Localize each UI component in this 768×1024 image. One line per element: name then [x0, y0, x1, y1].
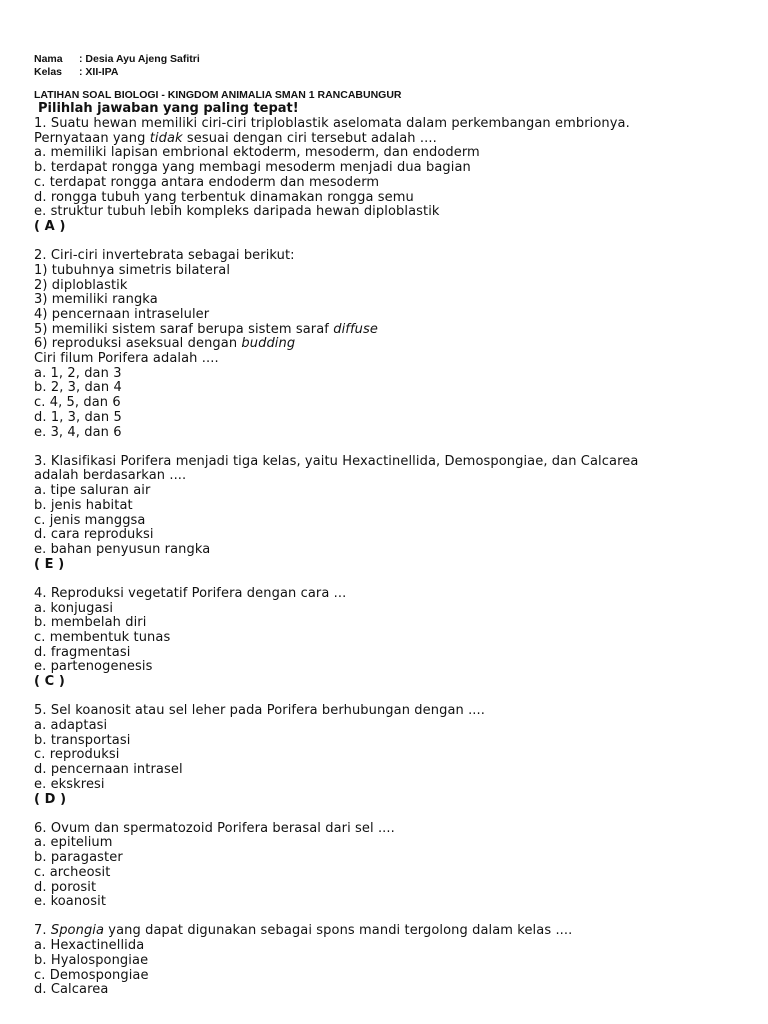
- question-5: [34, 704, 754, 807]
- class-value: : XII-IPA: [79, 66, 119, 78]
- text-segment: Pernyataan yang: [34, 130, 150, 146]
- option: d. rongga tubuh yang terbentuk dinamakan rongga semu: [34, 189, 414, 205]
- option: c. reproduksi: [34, 747, 120, 763]
- option: d. 1, 3, dan 5: [34, 409, 122, 425]
- question-text: 2. Ciri-ciri invertebrata sebagai berikut:: [34, 248, 295, 264]
- class-label: Kelas: [34, 66, 63, 78]
- class-row: [34, 66, 200, 79]
- question-3: [34, 455, 754, 573]
- text-segment: 5) memiliki sistem saraf berupa sistem saraf: [34, 321, 334, 337]
- question-6: [34, 822, 754, 910]
- option: b. membelah diri: [34, 615, 147, 631]
- question-text: adalah berdasarkan ....: [34, 468, 187, 484]
- question-text: [34, 924, 754, 939]
- name-label: Nama: [34, 53, 63, 65]
- option: a. adaptasi: [34, 718, 108, 734]
- worksheet-title: LATIHAN SOAL BIOLOGI - KINGDOM ANIMALIA SMAN 1 RANCABUNGUR: [34, 89, 402, 101]
- option: a. epitelium: [34, 835, 113, 851]
- answer-key: ( D ): [34, 791, 67, 807]
- question-7: [34, 924, 754, 998]
- question-4: [34, 587, 754, 690]
- option: b. transportasi: [34, 732, 131, 748]
- text-segment: 7.: [34, 923, 51, 939]
- option: b. Hyalospongiae: [34, 952, 149, 968]
- student-header: [34, 53, 200, 79]
- option: c. terdapat rongga antara endoderm dan mesoderm: [34, 174, 380, 190]
- statement-item: [34, 323, 754, 338]
- option: e. partenogenesis: [34, 659, 153, 675]
- question-text: 5. Sel koanosit atau sel leher pada Porifera berhubungan dengan ....: [34, 703, 486, 719]
- question-1: [34, 117, 754, 235]
- option: e. ekskresi: [34, 776, 105, 792]
- name-value: : Desia Ayu Ajeng Safitri: [79, 53, 200, 65]
- option: c. 4, 5, dan 6: [34, 395, 121, 411]
- text-segment: sesuai dengan ciri tersebut adalah ....: [182, 130, 437, 146]
- question-text: 1. Suatu hewan memiliki ciri-ciri triploblastik aselomata dalam perkembangan embrionya.: [34, 116, 630, 131]
- option: a. tipe saluran air: [34, 483, 151, 499]
- option: d. cara reproduksi: [34, 527, 154, 543]
- option: a. 1, 2, dan 3: [34, 365, 122, 381]
- question-text: 4. Reproduksi vegetatif Porifera dengan cara ...: [34, 585, 347, 601]
- option: d. fragmentasi: [34, 644, 131, 660]
- option: c. archeosit: [34, 864, 111, 880]
- name-row: [34, 53, 200, 66]
- question-text: Ciri filum Porifera adalah ....: [34, 351, 219, 367]
- option: c. membentuk tunas: [34, 630, 171, 645]
- option: a. memiliki lapisan embrional ektoderm, mesoderm, dan endoderm: [34, 145, 480, 161]
- option: b. jenis habitat: [34, 497, 133, 513]
- option: a. konjugasi: [34, 600, 114, 616]
- answer-key: ( C ): [34, 674, 65, 690]
- option: a. Hexactinellida: [34, 938, 145, 954]
- question-text: 6. Ovum dan spermatozoid Porifera berasal dari sel ....: [34, 820, 395, 836]
- statement-item: 1) tubuhnya simetris bilateral: [34, 262, 231, 278]
- option: b. 2, 3, dan 4: [34, 380, 122, 396]
- option: e. struktur tubuh lebih kompleks daripada hewan diploblastik: [34, 204, 440, 220]
- option: e. bahan penyusun rangka: [34, 541, 211, 557]
- statement-item: 2) diploblastik: [34, 277, 128, 293]
- question-text: [34, 132, 754, 147]
- emphasis-text: Spongia: [50, 923, 105, 939]
- statement-item: 4) pencernaan intraseluler: [34, 306, 210, 322]
- instruction: Pilihlah jawaban yang paling tepat!: [38, 101, 299, 116]
- question-list: [34, 117, 754, 998]
- option: e. koanosit: [34, 894, 107, 910]
- emphasis-text: tidak: [149, 130, 183, 146]
- answer-key: ( A ): [34, 218, 66, 234]
- option: c. jenis manggsa: [34, 512, 146, 528]
- statement-item: [34, 337, 754, 352]
- option: b. paragaster: [34, 850, 123, 866]
- worksheet-content: [34, 89, 754, 1012]
- emphasis-text: diffuse: [333, 321, 378, 337]
- question-text: 3. Klasifikasi Porifera menjadi tiga kelas, yaitu Hexactinellida, Demospongiae, dan Calcarea: [34, 453, 639, 469]
- option: d. pencernaan intrasel: [34, 762, 183, 778]
- option: c. Demospongiae: [34, 967, 149, 983]
- option: d. porosit: [34, 879, 97, 895]
- option: b. terdapat rongga yang membagi mesoderm menjadi dua bagian: [34, 160, 471, 176]
- text-segment: yang dapat digunakan sebagai spons mandi tergolong dalam kelas ....: [104, 923, 573, 939]
- statement-item: 3) memiliki rangka: [34, 292, 158, 308]
- answer-key: ( E ): [34, 556, 65, 572]
- emphasis-text: budding: [241, 336, 296, 352]
- question-2: [34, 249, 754, 440]
- text-segment: 6) reproduksi aseksual dengan: [34, 336, 242, 352]
- option: d. Calcarea: [34, 982, 109, 998]
- option: e. 3, 4, dan 6: [34, 424, 122, 440]
